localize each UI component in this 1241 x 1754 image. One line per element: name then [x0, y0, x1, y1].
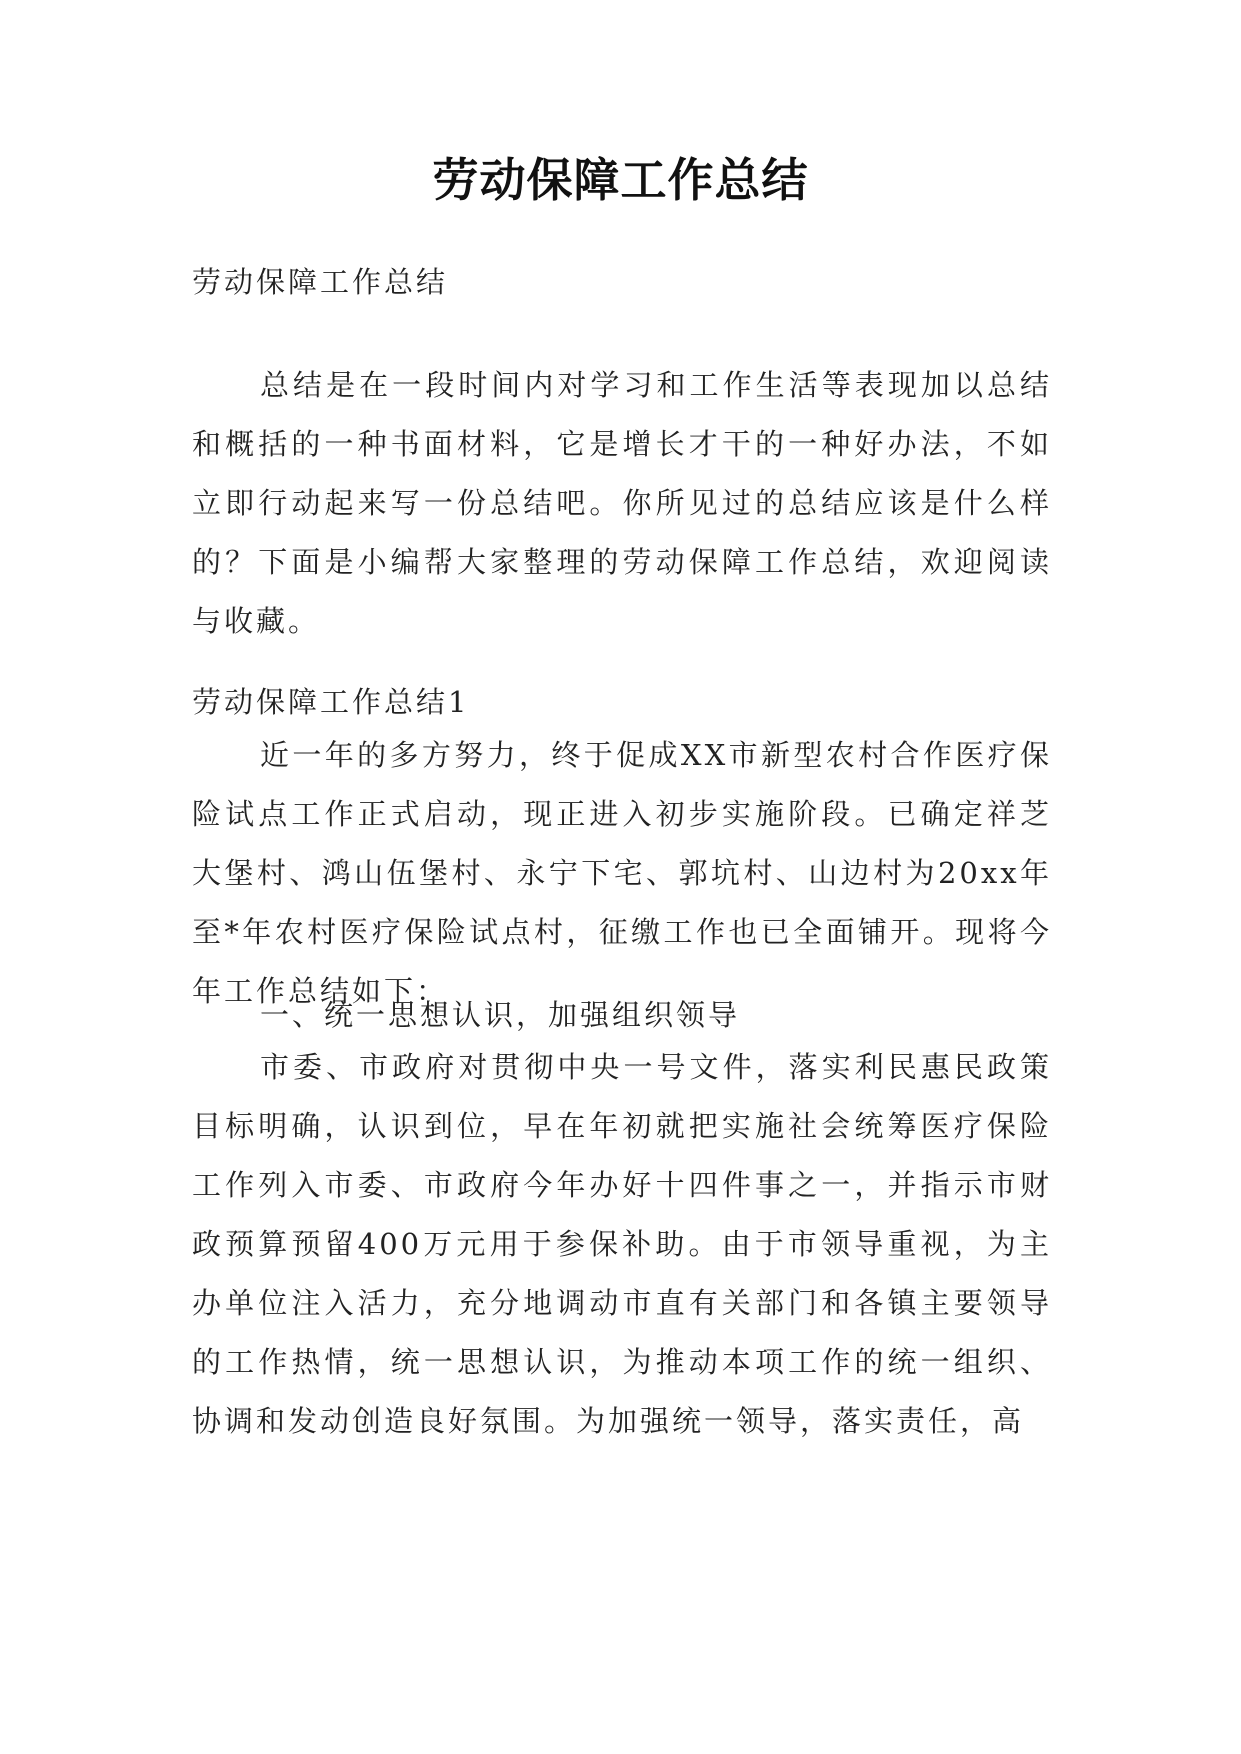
- section1-paragraph: 市委、市政府对贯彻中央一号文件，落实利民惠民政策目标明确，认识到位，早在年初就把实施社会统筹医疗保险工作列入市委、市政府今年办好十四件事之一，并指示市财政预算预留400万元用于参保补助。由于市领导重视，为主办单位注入活力，充分地调动市直有关部门和各镇主要领导的工作热情，统一思想认识，为推动本项工作的统一组织、协调和发动创造良好氛围。为加强统一领导，落实责任，高: [192, 1050, 1052, 1438]
- intro-paragraph: 总结是在一段时间内对学习和工作生活等表现加以总结和概括的一种书面材料，它是增长才干的一种好办法，不如立即行动起来写一份总结吧。你所见过的总结应该是什么样的？下面是小编帮大家整理的劳动保障工作总结，欢迎阅读与收藏。: [192, 368, 1052, 638]
- document-subtitle: 劳动保障工作总结: [192, 265, 449, 299]
- part1-title: 劳动保障工作总结1: [192, 685, 470, 719]
- section1-heading: 一、统一思想认识，加强组织领导: [260, 998, 741, 1032]
- document-title: 劳动保障工作总结: [432, 153, 809, 207]
- part1-paragraph: 近一年的多方努力，终于促成XX市新型农村合作医疗保险试点工作正式启动，现正进入初步实施阶段。已确定祥芝大堡村、鸿山伍堡村、永宁下宅、郭坑村、山边村为20xx年至*年农村医疗保险试点村，征缴工作也已全面铺开。现将今年工作总结如下：: [192, 738, 1052, 1008]
